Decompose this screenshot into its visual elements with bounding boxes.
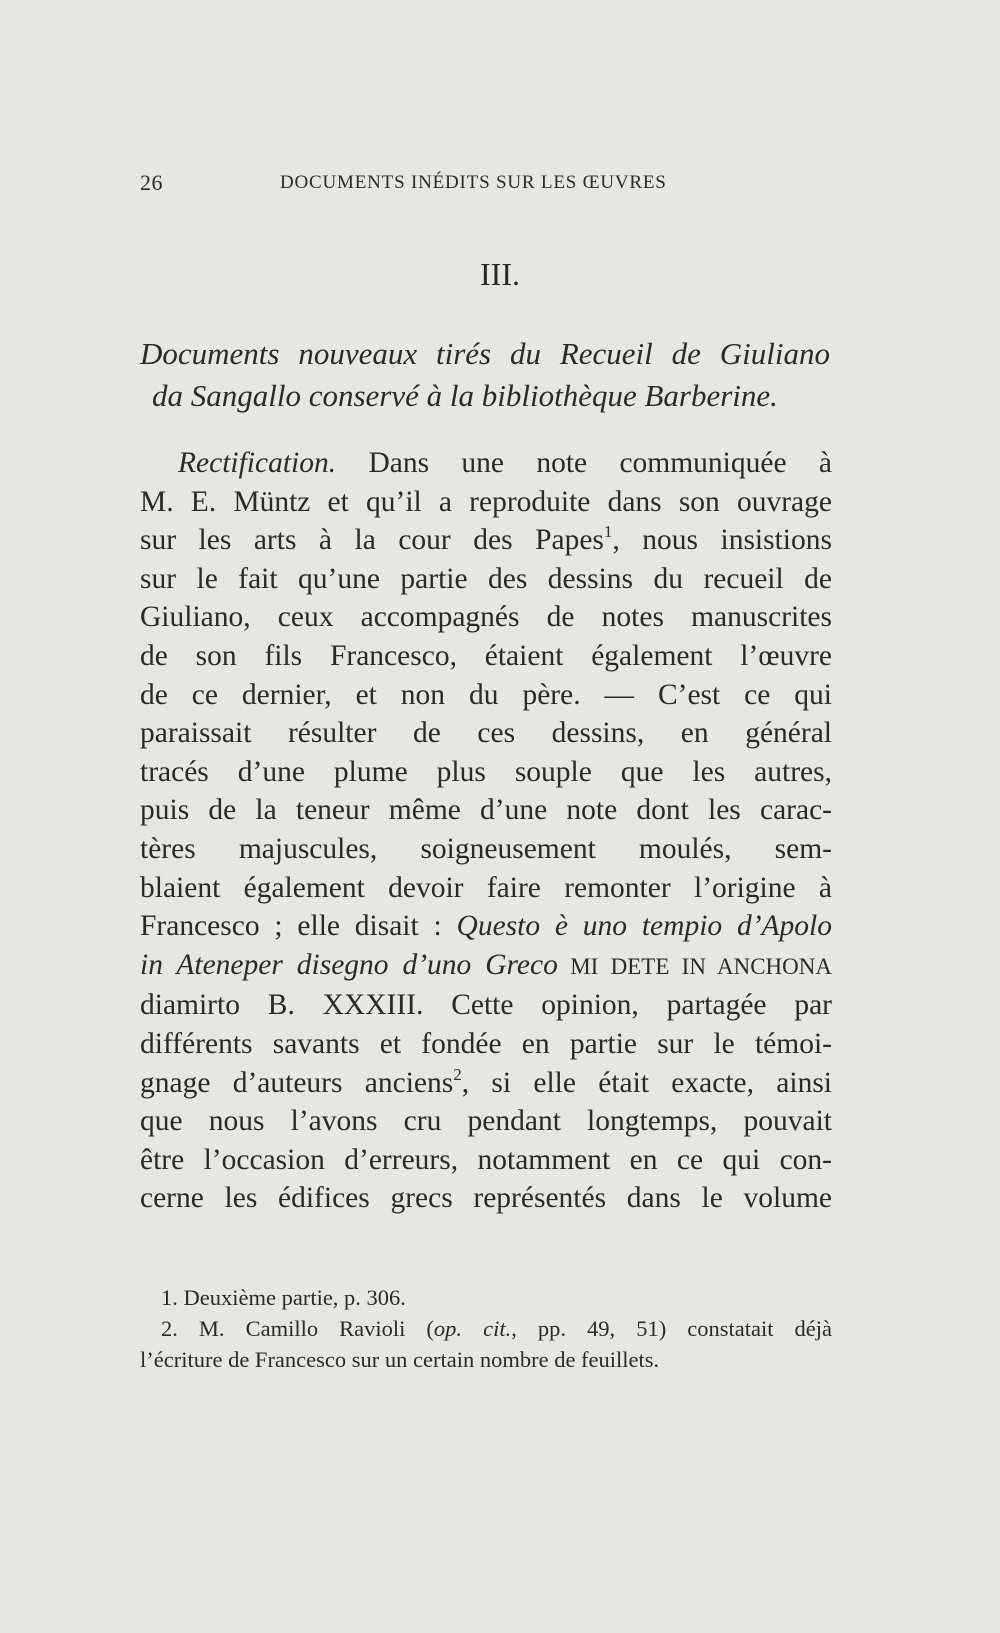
body-line: de son fils Francesco, étaient également l’œuvre bbox=[140, 639, 832, 672]
body-line: que nous l’avons cru pendant longtemps, pouvait bbox=[140, 1105, 832, 1138]
body-line bbox=[140, 1064, 832, 1103]
section-title-line-1: Documents nouveaux tirés du Recueil de Giuliano bbox=[140, 336, 830, 371]
body-line bbox=[140, 907, 832, 946]
body-text-fragment: Francesco ; elle disait : bbox=[140, 910, 457, 943]
footnote-italic: op. cit. bbox=[433, 1316, 512, 1341]
footnote-2 bbox=[140, 1313, 832, 1344]
body-line: tracés d’une plume plus souple que les autres, bbox=[140, 755, 832, 788]
quotation-italic: Questo è uno tempio d’Apolo bbox=[456, 910, 832, 943]
quotation-caps: MI DETE IN ANCHONA bbox=[557, 953, 832, 979]
footnote-text-fragment: 2. M. Camillo Ravioli ( bbox=[161, 1316, 434, 1341]
running-title: DOCUMENTS INÉDITS SUR LES ŒUVRES bbox=[280, 172, 667, 193]
body-line: blaient également devoir faire remonter l’origine à bbox=[140, 871, 832, 904]
section-title-line-2: da Sangallo conservé à la bibliothèque Barberine. bbox=[152, 378, 778, 413]
body-line: paraissait résulter de ces dessins, en général bbox=[140, 717, 832, 750]
body-line: cerne les édifices grecs représentés dans le volume bbox=[140, 1182, 832, 1215]
body-text-fragment: gnage d’auteurs anciens bbox=[140, 1066, 454, 1099]
section-number: III. bbox=[480, 256, 520, 292]
rectification-label: Rectification. bbox=[178, 447, 337, 479]
quotation-italic: in Ateneper disegno d’uno Greco bbox=[140, 948, 558, 981]
body-line: sur le fait qu’une partie des dessins du recueil de bbox=[140, 562, 832, 595]
footnote-ref-1: 1 bbox=[603, 522, 613, 542]
body-line: diamirto B. XXXIII. Cette opinion, partagée par bbox=[140, 989, 832, 1022]
body-line: Giuliano, ceux accompagnés de notes manuscrites bbox=[140, 601, 832, 634]
footnote-1: 1. Deuxième partie, p. 306. bbox=[161, 1285, 406, 1310]
body-line bbox=[140, 444, 832, 483]
body-line bbox=[140, 946, 832, 987]
body-line: différents savants et fondée en partie sur le témoi- bbox=[140, 1027, 832, 1060]
body-paragraph bbox=[140, 444, 832, 1218]
body-line bbox=[140, 521, 832, 560]
body-text-fragment: sur les arts à la cour des Papes bbox=[140, 524, 604, 557]
section-title bbox=[140, 333, 830, 417]
page-number: 26 bbox=[140, 170, 163, 195]
body-line: de ce dernier, et non du père. — C’est ce qui bbox=[140, 678, 832, 711]
footnote-ref-2: 2 bbox=[453, 1064, 462, 1084]
footnotes bbox=[140, 1282, 832, 1375]
body-line: tères majuscules, soigneusement moulés, sem- bbox=[140, 832, 832, 865]
body-line: puis de la teneur même d’une note dont les carac- bbox=[140, 794, 832, 827]
body-text-fragment: , si elle était exacte, ainsi bbox=[461, 1066, 832, 1099]
footnote-text-fragment: , pp. 49, 51) constatait déjà bbox=[511, 1316, 832, 1341]
body-text-fragment: , nous insistions bbox=[612, 524, 832, 557]
body-line: M. E. Müntz et qu’il a reproduite dans son ouvrage bbox=[140, 485, 832, 518]
body-line: être l’occasion d’erreurs, notamment en ce qui con- bbox=[140, 1143, 832, 1176]
footnote-2-continuation: l’écriture de Francesco sur un certain nombre de feuillets. bbox=[140, 1347, 660, 1372]
body-text-fragment: Dans une note communiquée à bbox=[336, 447, 832, 479]
